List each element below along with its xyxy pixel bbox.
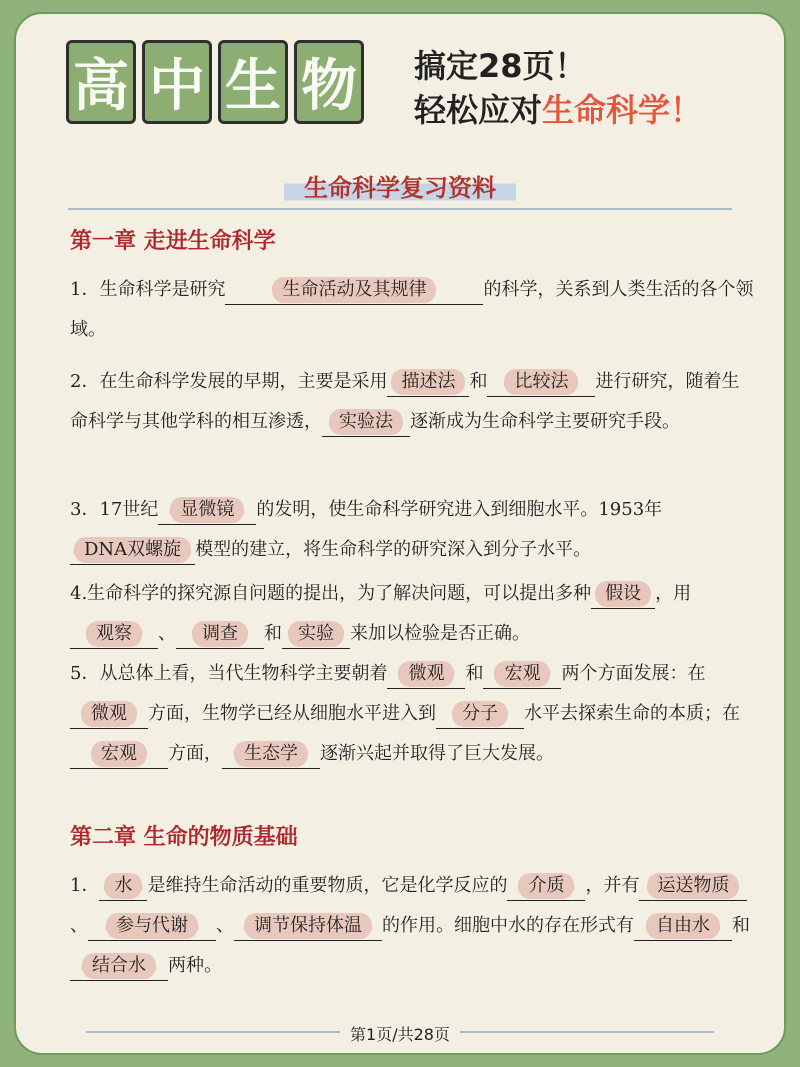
answer: 假设	[595, 581, 651, 607]
subtitle	[16, 164, 784, 207]
answer-blank	[387, 368, 469, 397]
list-item	[70, 866, 754, 986]
item-text: 来加以检验是否正确。	[350, 623, 530, 644]
answer-blank	[70, 620, 158, 649]
answer: 宏观	[494, 661, 550, 687]
title-tiles	[66, 40, 364, 124]
answer: 介质	[518, 873, 574, 899]
answer-blank	[591, 580, 655, 609]
answer: 运送物质	[647, 873, 739, 899]
item-text: 进行研究，随着生命科学与其他学科的相互渗透，	[70, 371, 740, 432]
item-text: 模型的建立，将生命科学的研究深入到分子水平。	[195, 539, 592, 560]
slogan-line2	[414, 88, 702, 132]
answer-blank	[222, 740, 320, 769]
answer-blank	[234, 912, 382, 941]
answer-blank	[487, 368, 595, 397]
item-text: ，并有	[585, 875, 640, 896]
answer: 生命活动及其规律	[272, 277, 436, 303]
item-text: 1．生命科学是研究	[70, 279, 226, 300]
list-item	[70, 362, 754, 442]
answer: DNA双螺旋	[74, 537, 191, 563]
chapter-title: 第一章 走进生命科学	[70, 228, 276, 254]
item-text: 水平去探索生命的本质；在	[524, 703, 740, 724]
answer-blank	[436, 700, 524, 729]
item-text: 和	[264, 623, 282, 644]
slogan-line1: 搞定28页！	[414, 47, 587, 85]
item-text: 2．在生命科学发展的早期，主要是采用	[70, 371, 388, 392]
item-text: 逐渐兴起并取得了巨大发展。	[320, 743, 554, 764]
answer: 调节保持体温	[244, 913, 372, 939]
item-text: 和	[732, 915, 750, 936]
answer: 分子	[452, 701, 508, 727]
item-text: 5．从总体上看，当代生物科学主要朝着	[70, 663, 388, 684]
answer: 显微镜	[170, 497, 244, 523]
answer: 实验法	[329, 409, 403, 435]
item-text: 3．17世纪	[70, 499, 159, 520]
answer-blank	[507, 872, 585, 901]
list-item	[70, 574, 754, 654]
list-item	[70, 654, 754, 774]
answer-blank	[634, 912, 732, 941]
answer: 实验	[288, 621, 344, 647]
answer: 生态学	[234, 741, 308, 767]
list-item	[70, 270, 754, 350]
item-text: 是维持生命活动的重要物质，它是化学反应的	[147, 875, 508, 896]
answer-blank	[176, 620, 264, 649]
answer-blank	[483, 660, 561, 689]
item-text: 1．	[70, 875, 100, 896]
answer-blank	[70, 952, 168, 981]
item-text: 两种。	[168, 955, 222, 976]
item-text: 、	[70, 915, 88, 936]
page-footer	[16, 1022, 784, 1045]
document-page	[14, 12, 786, 1055]
answer-blank	[322, 408, 410, 437]
item-text: 的作用。细胞中水的存在形式有	[382, 915, 634, 936]
answer-blank	[158, 496, 256, 525]
item-text: 4.生命科学的探究源自问题的提出，为了解决问题，可以提出多种	[70, 583, 592, 604]
title-tile: 高	[66, 40, 136, 124]
item-text: 的发明，使生命科学研究进入到细胞水平。1953年	[256, 499, 663, 520]
slogan	[414, 44, 702, 132]
item-text: 方面，生物学已经从细胞水平进入到	[148, 703, 436, 724]
answer: 微观	[398, 661, 454, 687]
answer: 参与代谢	[106, 913, 198, 939]
answer: 观察	[86, 621, 142, 647]
answer: 宏观	[91, 741, 147, 767]
page-number: 第1页/共28页	[340, 1025, 460, 1044]
answer-blank	[70, 536, 195, 565]
item-text: 方面，	[168, 743, 222, 764]
item-text: ，用	[655, 583, 692, 604]
answer-blank	[639, 872, 747, 901]
answer: 水	[104, 873, 142, 899]
title-tile: 生	[218, 40, 288, 124]
answer: 调查	[192, 621, 248, 647]
item-text: 、	[216, 915, 234, 936]
answer-blank	[99, 872, 147, 901]
answer: 自由水	[646, 913, 720, 939]
chapter-title: 第二章 生命的物质基础	[70, 824, 298, 850]
slogan-prefix: 轻松应对	[414, 91, 543, 129]
answer-blank	[225, 276, 483, 305]
answer: 描述法	[391, 369, 465, 395]
item-text: 和	[469, 371, 488, 392]
answer-blank	[70, 700, 148, 729]
item-text: 的科学，关系到人类生活的各个领域。	[70, 279, 754, 340]
answer-blank	[387, 660, 465, 689]
item-text: 和	[465, 663, 484, 684]
subtitle-text: 生命科学复习资料	[284, 164, 516, 207]
title-tile: 中	[142, 40, 212, 124]
answer: 比较法	[504, 369, 578, 395]
item-text: 两个方面发展：在	[561, 663, 706, 684]
answer-blank	[88, 912, 216, 941]
item-text: 、	[158, 623, 176, 644]
title-tile: 物	[294, 40, 364, 124]
list-item	[70, 490, 754, 570]
answer: 结合水	[82, 953, 156, 979]
divider	[68, 208, 732, 210]
item-text: 逐渐成为生命科学主要研究手段。	[410, 411, 680, 432]
answer-blank	[282, 620, 350, 649]
answer-blank	[70, 740, 168, 769]
answer: 微观	[81, 701, 137, 727]
slogan-highlight: 生命科学！	[542, 91, 703, 129]
